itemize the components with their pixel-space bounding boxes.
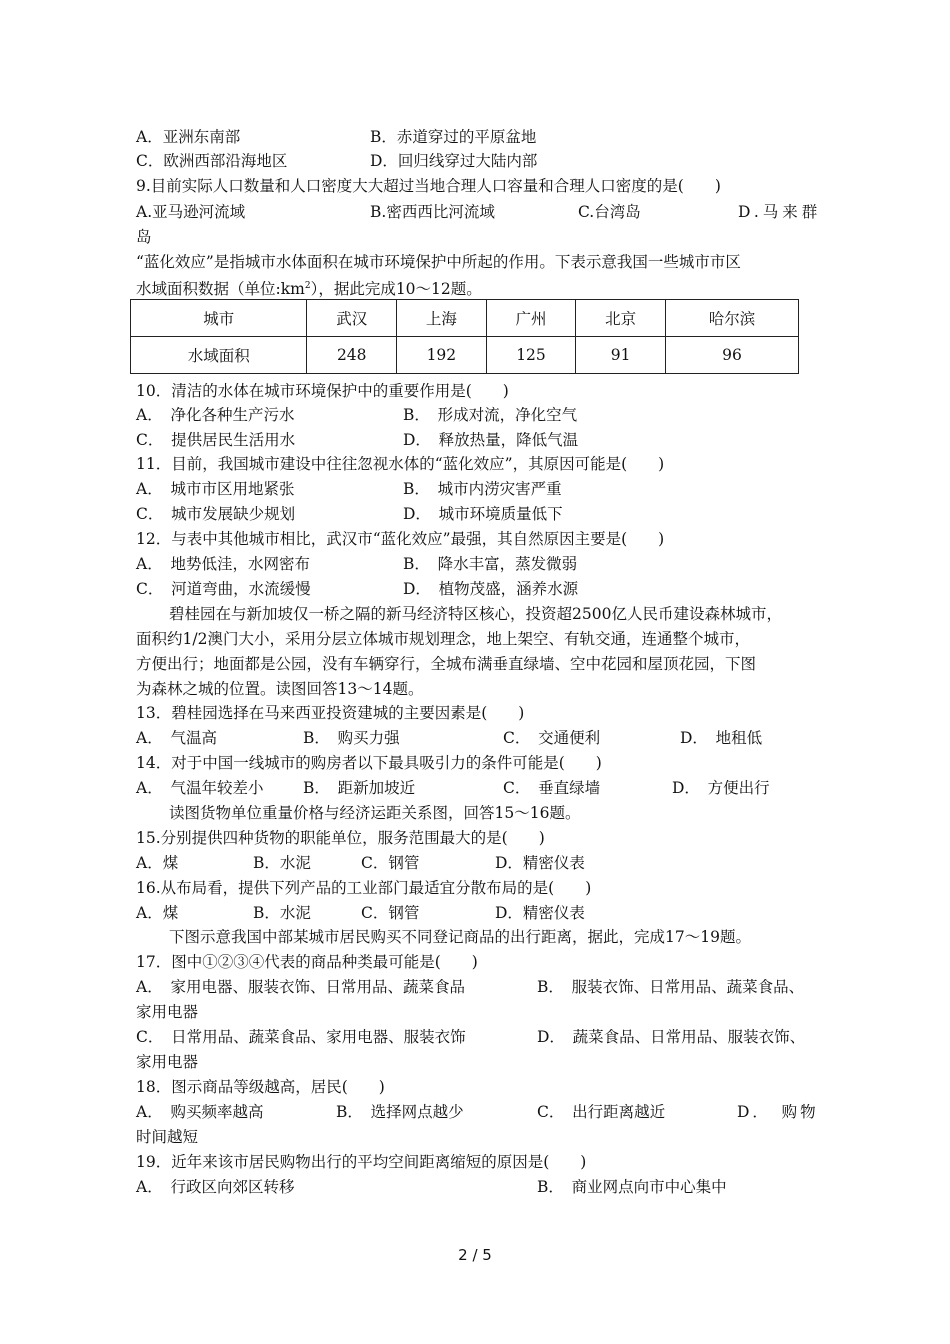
q14-option-b: B． 距新加坡近: [303, 779, 416, 797]
q16-option-a: A．煤: [136, 904, 179, 922]
q19-option-a: A． 行政区向郊区转移: [136, 1178, 295, 1196]
q11-stem: 11．目前，我国城市建设中往往忽视水体的“蓝化效应”，其原因可能是( ): [136, 455, 665, 473]
q10-option-b: B． 形成对流，净化空气: [403, 406, 578, 424]
q15-option-c: C．钢管: [361, 854, 420, 872]
q13-option-a: A． 气温高: [136, 729, 217, 747]
q15-option-d: D．精密仪表: [495, 854, 585, 872]
q18-option-a: A． 购买频率越高: [136, 1103, 264, 1121]
q10-option-d: D． 释放热量，降低气温: [403, 431, 579, 449]
q15-option-a: A．煤: [136, 854, 179, 872]
q15-option-b: B．水泥: [253, 854, 311, 872]
q11-option-d: D． 城市环境质量低下: [403, 505, 563, 523]
q16-option-d: D．精密仪表: [495, 904, 585, 922]
q12-option-c: C． 河道弯曲，水流缓慢: [136, 580, 311, 598]
q9-option-d-continued: 岛: [136, 228, 152, 246]
intro-10-12-line1: “蓝化效应”是指城市水体面积在城市环境保护中所起的作用。下表示意我国一些城市市区: [136, 253, 741, 271]
q9-option-b: B.密西西比河流域: [370, 203, 495, 221]
q9-option-a: A.亚马逊河流域: [136, 203, 246, 221]
passage-13-14-line3: 方便出行；地面都是公园，没有车辆穿行，全城布满垂直绿墙、空中花园和屋顶花园，下图: [136, 655, 757, 673]
passage-13-14-line2: 面积约1/2澳门大小，采用分层立体城市规划理念，地上架空、有轨交通，连通整个城市，: [136, 630, 750, 648]
q10-option-c: C． 提供居民生活用水: [136, 431, 296, 449]
q16-option-b: B．水泥: [253, 904, 311, 922]
table-cell: 91: [576, 337, 666, 374]
table-row: [131, 337, 799, 374]
passage-13-14-line4: 为森林之城的位置。读图回答13～14题。: [136, 680, 424, 698]
q17-option-b: B． 服装衣饰、日常用品、蔬菜食品、: [537, 978, 805, 996]
page-number: 2 / 5: [458, 1246, 492, 1264]
table-cell: 广州: [486, 300, 576, 337]
table-cell: 城市: [131, 300, 307, 337]
q18-option-d-continued: 时间越短: [136, 1128, 199, 1146]
water-area-table: [130, 299, 799, 374]
table-cell: 北京: [576, 300, 666, 337]
q13-option-c: C． 交通便利: [503, 729, 601, 747]
q13-option-d: D． 地租低: [680, 729, 763, 747]
q8-option-b: B．赤道穿过的平原盆地: [370, 128, 537, 146]
q12-option-b: B． 降水丰富，蒸发微弱: [403, 555, 578, 573]
q8-option-a: A．亚洲东南部: [136, 128, 241, 146]
q8-option-c: C．欧洲西部沿海地区: [136, 152, 288, 170]
table-cell: 哈尔滨: [665, 300, 798, 337]
q17-option-c: C． 日常用品、蔬菜食品、家用电器、服装衣饰: [136, 1028, 466, 1046]
q12-option-d: D． 植物茂盛，涵养水源: [403, 580, 579, 598]
table-cell: 125: [486, 337, 576, 374]
q13-stem: 13．碧桂园选择在马来西亚投资建城的主要因素是( ): [136, 704, 525, 722]
q17-stem: 17．图中①②③④代表的商品种类最可能是( ): [136, 953, 478, 971]
q9-option-d: D.马来群: [738, 203, 822, 221]
q9-option-c: C.台湾岛: [578, 203, 641, 221]
q15-stem: 15.分别提供四种货物的职能单位，服务范围最大的是( ): [136, 829, 545, 847]
table-cell: 96: [665, 337, 798, 374]
superscript-2: 2: [304, 281, 311, 291]
q12-stem: 12．与表中其他城市相比，武汉市“蓝化效应”最强，其自然原因主要是( ): [136, 530, 665, 548]
table-cell: 248: [307, 337, 397, 374]
intro-17-19: 下图示意我国中部某城市居民购买不同登记商品的出行距离，据此，完成17～19题。: [169, 928, 751, 946]
q8-option-d: D．回归线穿过大陆内部: [370, 152, 538, 170]
q16-stem: 16.从布局看，提供下列产品的工业部门最适宜分散布局的是( ): [136, 879, 592, 897]
q16-option-c: C．钢管: [361, 904, 420, 922]
q19-option-b: B． 商业网点向市中心集中: [537, 1178, 727, 1196]
q9-stem: 9.目前实际人口数量和人口密度大大超过当地合理人口容量和合理人口密度的是( ): [136, 177, 721, 195]
q17-option-b-continued: 家用电器: [136, 1003, 199, 1021]
q18-stem: 18．图示商品等级越高，居民( ): [136, 1078, 385, 1096]
q10-stem: 10．清洁的水体在城市环境保护中的重要作用是( ): [136, 382, 509, 400]
q12-option-a: A． 地势低洼，水网密布: [136, 555, 310, 573]
table-cell: 武汉: [307, 300, 397, 337]
q14-option-d: D． 方便出行: [672, 779, 770, 797]
q18-option-d: D． 购物: [737, 1103, 819, 1121]
q11-option-b: B． 城市内涝灾害严重: [403, 480, 562, 498]
q11-option-c: C． 城市发展缺少规划: [136, 505, 296, 523]
q14-stem: 14．对于中国一线城市的购房者以下最具吸引力的条件可能是( ): [136, 754, 602, 772]
q14-option-c: C． 垂直绿墙: [503, 779, 601, 797]
q17-option-d: D． 蔬菜食品、日常用品、服装衣饰、: [537, 1028, 806, 1046]
q13-option-b: B． 购买力强: [303, 729, 400, 747]
q19-stem: 19．近年来该市居民购物出行的平均空间距离缩短的原因是( ): [136, 1153, 587, 1171]
passage-13-14-line1: 碧桂园在与新加坡仅一桥之隔的新马经济特区核心，投资超2500亿人民币建设森林城市，: [169, 605, 782, 623]
table-cell: 192: [397, 337, 487, 374]
q17-option-a: A． 家用电器、服装衣饰、日常用品、蔬菜食品: [136, 978, 465, 996]
intro-15-16: 读图货物单位重量价格与经济运距关系图，回答15～16题。: [169, 804, 581, 822]
table-header-row: [131, 300, 799, 337]
table-cell: 上海: [397, 300, 487, 337]
q18-option-c: C． 出行距离越近: [537, 1103, 666, 1121]
q11-option-a: A． 城市市区用地紧张: [136, 480, 295, 498]
q18-option-b: B． 选择网点越少: [336, 1103, 464, 1121]
table-cell: 水域面积: [131, 337, 307, 374]
q17-option-d-continued: 家用电器: [136, 1053, 199, 1071]
intro-10-12-line2: 水域面积数据（单位$:km^2$），据此完成10～12题。: [136, 280, 482, 299]
q10-option-a: A． 净化各种生产污水: [136, 406, 295, 424]
q14-option-a: A． 气温年较差小: [136, 779, 264, 797]
